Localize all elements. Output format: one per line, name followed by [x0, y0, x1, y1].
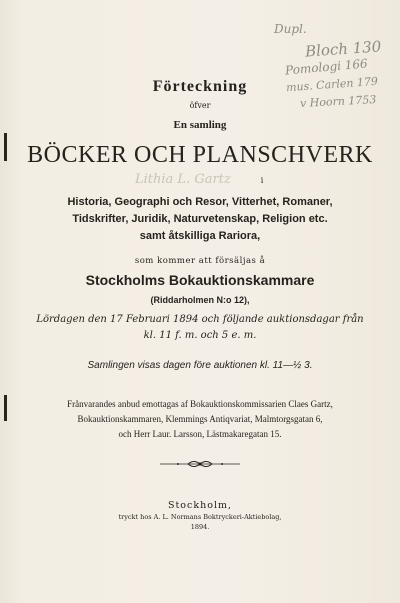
bids-line-1: Frånvarandes anbud emottagas af Bokauktionskommissarien Claes Gartz, [67, 399, 333, 409]
imprint-city: Stockholm, [167, 500, 233, 511]
title: Förteckning [152, 78, 248, 95]
connector-i: i [260, 176, 264, 185]
headline: BÖCKER OCH PLANSCHVERK [27, 142, 373, 168]
faint-signature: Lithia L. Gartz [135, 172, 231, 187]
subjects-line-2: Tidskrifter, Juridik, Naturvetenskap, Religion etc. [72, 213, 328, 225]
imprint-year: 1894. [190, 523, 210, 531]
bids-line-2: Bokauktionskammaren, Klemmings Antiqvariat, Malmtorgsgatan 6, [77, 414, 323, 424]
handwritten-note: Pomologi 166 [284, 56, 369, 78]
subtitle-en-samling: En samling [173, 119, 227, 131]
subjects-line-1: Historia, Geographi och Resor, Vitterhet, Romaner, [67, 196, 333, 208]
ornament-divider [158, 459, 242, 469]
handwritten-note: Bloch 130 [304, 37, 382, 61]
auction-house: Stockholms Bokauktionskammare [85, 272, 315, 288]
date-line-2: kl. 11 f. m. och 5 e. m. [143, 330, 257, 341]
handwritten-note: mus. Carlen 179 [285, 74, 379, 95]
som-kommer: som kommer att försäljas å [134, 256, 266, 266]
handwritten-note: Dupl. [274, 22, 307, 36]
date-line-1: Lördagen den 17 Februari 1894 och följande auktionsdagar från [36, 314, 364, 325]
handwritten-note: v Hoorn 1753 [299, 93, 377, 110]
auction-address: (Riddarholmen N:o 12), [150, 295, 250, 305]
subjects-line-3: samt åtskilliga Rariora, [139, 230, 261, 242]
viewing-times: Samlingen visas dagen före auktionen kl. 11—½ 3. [87, 360, 313, 371]
bids-line-3: och Herr Laur. Larsson, Lästmakaregatan 15. [118, 429, 282, 439]
subtitle-ofver: öfver [189, 101, 211, 110]
imprint-printer: tryckt hos A. L. Normans Boktryckeri-Aktiebolag, [118, 513, 282, 521]
